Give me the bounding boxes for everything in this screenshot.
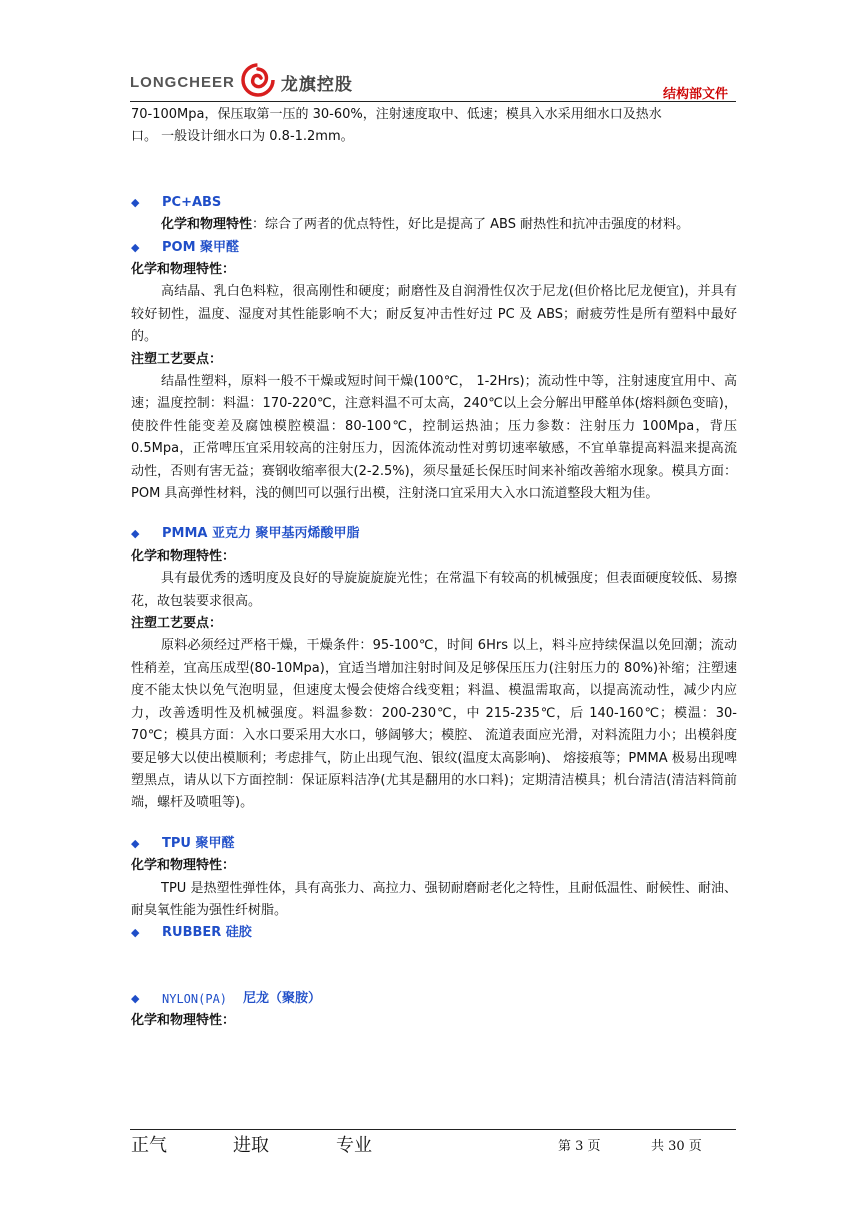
- section-title: RUBBER 硅胶: [162, 925, 252, 941]
- pom-process-text: 结晶性塑料，原料一般不干燥或短时间干燥(100℃， 1-2Hrs)；流动性中等，注射速度宜用中、高速；温度控制：料温：170-220℃，注意料温不可太高，240℃以上会分解出甲醛单体(熔料颜色变暗)，使胶件性能变差及腐蚀模腔模温：80-100℃，控制运热油；压力参数：注射压力 100Mpa，背压 0.5Mpa，正常啤压宜采用较高的注射压力，因流体流动性对剪切速率敏感，不宜单靠提高料温来提高流动性，否则有害无益；赛钢收缩率很大(2-2.5%)，须尽量延长保压时间来补缩改善缩水现象。模具方面：POM 具高弹性材料，浅的侧凹可以强行出模，注射浇口宜采用大入水口流道整段大粗为佳。: [131, 374, 737, 502]
- page-total: 共 30 页: [651, 1139, 702, 1154]
- bullet-diamond-icon: ◆: [131, 926, 140, 940]
- section-title: POM 聚甲醛: [162, 239, 240, 255]
- section-title: PMMA 亚克力 聚甲基丙烯酸甲脂: [162, 526, 360, 542]
- section-heading-tpu: [131, 833, 737, 855]
- logo-english-text: LONGCHEER: [130, 73, 235, 91]
- page-header: [130, 56, 736, 102]
- section-heading-pmma: [131, 523, 737, 545]
- bullet-diamond-icon: ◆: [131, 527, 140, 541]
- bullet-diamond-icon: ◆: [131, 836, 140, 850]
- pmma-properties-heading: 化学和物理特性：: [131, 548, 236, 564]
- section-title: TPU 聚甲醛: [162, 835, 235, 851]
- tpu-properties-heading: 化学和物理特性：: [131, 858, 236, 874]
- footer-motto-1: 正气: [131, 1135, 167, 1156]
- nylon-properties-heading: 化学和物理特性：: [131, 1013, 236, 1029]
- intro-line-2: 口。 一般设计细水口为 0.8-1.2mm。: [131, 129, 354, 145]
- company-logo: [130, 62, 353, 102]
- section-heading-rubber: [131, 922, 737, 944]
- bullet-diamond-icon: ◆: [131, 195, 140, 209]
- section-heading-nylon: [131, 988, 737, 1010]
- footer-divider: [130, 1129, 736, 1130]
- intro-line-1: 70-100Mpa，保压取第一压的 30-60%，注射速度取中、低速；模具入水采用细水口及热水: [131, 107, 662, 122]
- page-footer: [131, 1131, 737, 1157]
- section-title-chinese: 尼龙（聚胺）: [243, 990, 322, 1006]
- footer-motto-3: 专业: [336, 1135, 372, 1156]
- logo-chinese-text: 龙旗控股: [280, 74, 353, 95]
- bullet-diamond-icon: ◆: [131, 240, 140, 254]
- properties-label: 化学和物理特性: [161, 217, 253, 233]
- section-heading-pcabs: [131, 192, 737, 214]
- pom-properties-heading: 化学和物理特性：: [131, 262, 236, 277]
- properties-text: ：综合了两者的优点特性，好比是提高了 ABS 耐热性和抗冲击强度的材料。: [252, 217, 690, 233]
- section-heading-pom: [131, 237, 737, 259]
- pom-process-heading: 注塑工艺要点：: [131, 351, 223, 367]
- section-title-latin: NYLON(PA): [162, 991, 228, 1006]
- pmma-process-heading: 注塑工艺要点：: [131, 616, 223, 632]
- pmma-process-text: 原料必须经过严格干燥，干燥条件：95-100℃，时间 6Hrs 以上，料斗应持续保温以免回潮；流动性稍差，宜高压成型(80-10Mpa)，宜适当增加注射时间及足够保压压力(注射压力的 80%)补缩；注塑速度不能太快以免气泡明显，但速度太慢会使熔合线变粗；料温、模温需取高，以提高流动性，减少内应力，改善透明性及机械强度。料温参数：200-230℃，中 215-235℃，后 140-160℃；模温：30-70℃；模具方面：入水口要采用大水口，够阔够大；模腔、 流道表面应光滑，对料流阻力小；出模斜度要足够大以使出模顺利；考虑排气，防止出现气泡、银纹(温度太高影响)、 熔接痕等；PMMA 极易出现啤塑黑点，请从以下方面控制：保证原料洁净(尤其是翻用的水口料)；定期清洁模具；机台清洁(清洁料筒前端，螺杆及喷咀等)。: [131, 638, 737, 811]
- spiral-logo-icon: [241, 63, 275, 101]
- section-title: PC+ABS: [162, 194, 222, 210]
- tpu-properties-text: TPU 是热塑性弹性体，具有高张力、高拉力、强韧耐磨耐老化之特性，且耐低温性、耐候性、耐油、耐臭氧性能为强性纤树脂。: [131, 880, 737, 918]
- header-divider: [130, 101, 736, 102]
- pmma-properties-text: 具有最优秀的透明度及良好的导旋旋旋旋光性；在常温下有较高的机械强度；但表面硬度较低、易擦花，故包装要求很高。: [131, 571, 737, 609]
- document-category-label: 结构部文件: [662, 87, 728, 102]
- page-body: [131, 104, 737, 1033]
- bullet-diamond-icon: ◆: [131, 991, 140, 1005]
- page-number: 第 3 页: [558, 1139, 601, 1154]
- footer-motto-2: 进取: [233, 1135, 269, 1156]
- pom-properties-text: 高结晶、乳白色料粒，很高刚性和硬度；耐磨性及自润滑性仅次于尼龙(但价格比尼龙便宜)，并具有较好韧性，温度、湿度对其性能影响不大；耐反复冲击性好过 PC 及 ABS；耐疲劳性是所有塑料中最好的。: [131, 284, 737, 345]
- pcabs-properties: [131, 214, 737, 236]
